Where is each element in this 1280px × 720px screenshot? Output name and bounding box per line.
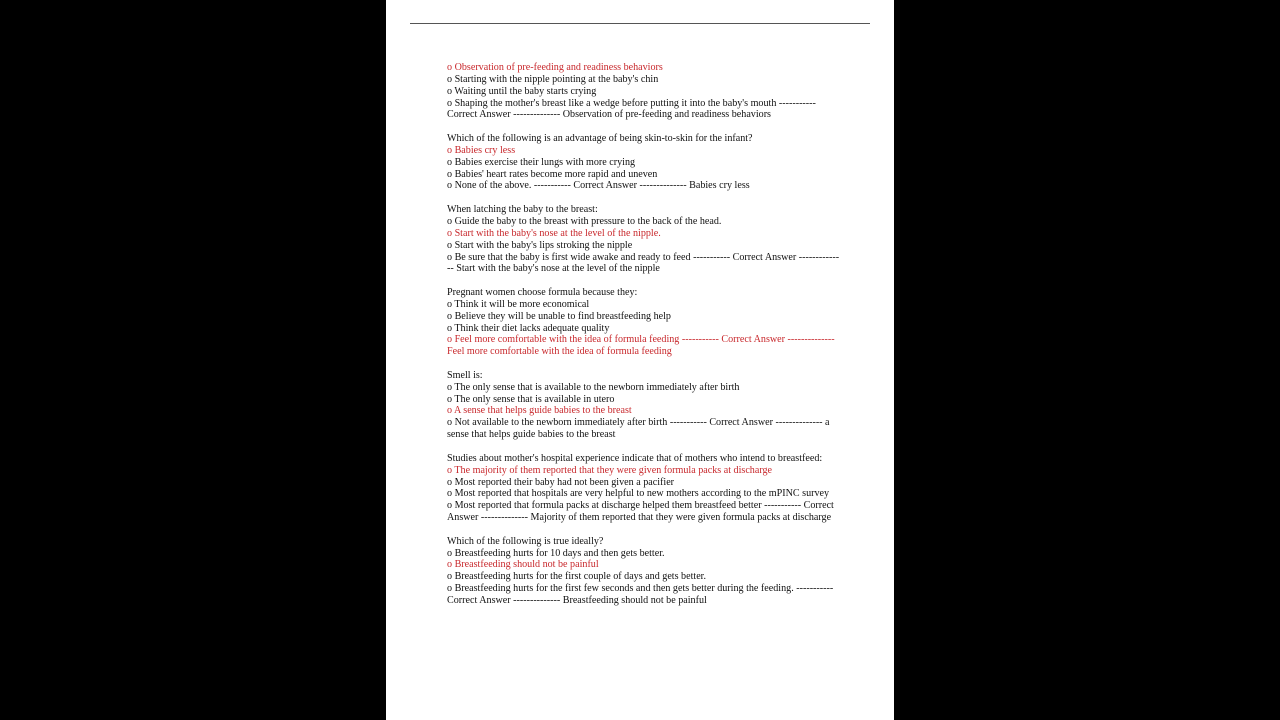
correct-answer-line: o Feel more comfortable with the idea of formula feeding ----------- Correct Answer -------------- — [447, 334, 835, 346]
question-line: o None of the above. ----------- Correct Answer -------------- Babies cry less — [447, 180, 750, 192]
question-line: o Babies' heart rates become more rapid and uneven — [447, 168, 658, 180]
question-line: o Be sure that the baby is first wide awake and ready to feed ----------- Correct Answer ------------ — [447, 251, 840, 263]
question-block — [447, 133, 847, 192]
question-line: Smell is: — [447, 369, 483, 381]
question-line: o Think their diet lacks adequate quality — [447, 322, 610, 334]
question-line: o Breastfeeding hurts for the first couple of days and gets better. — [447, 571, 706, 583]
question-block — [447, 62, 847, 121]
question-line: o Guide the baby to the breast with pressure to the back of the head. — [447, 215, 722, 227]
correct-answer-line: Feel more comfortable with the idea of formula feeding — [447, 346, 672, 358]
question-line: o Babies exercise their lungs with more crying — [447, 156, 636, 168]
question-line: o Most reported that hospitals are very helpful to new mothers according to the mPINC survey — [447, 488, 830, 500]
question-line: o The only sense that is available to the newborn immediately after birth — [447, 381, 740, 393]
question-line: sense that helps guide babies to the breast — [447, 429, 616, 441]
question-line: o Start with the baby's lips stroking the nipple — [447, 239, 633, 251]
question-line: o Most reported that formula packs at discharge helped them breastfeed better ----------- Correct — [447, 500, 834, 512]
correct-answer-line: o Breastfeeding should not be painful — [447, 559, 599, 571]
correct-answer-line: o The majority of them reported that they were given formula packs at discharge — [447, 464, 773, 476]
question-line: When latching the baby to the breast: — [447, 204, 598, 216]
question-line: o Starting with the nipple pointing at the baby's chin — [447, 73, 659, 85]
question-line: Which of the following is true ideally? — [447, 535, 604, 547]
question-line: o Not available to the newborn immediately after birth ----------- Correct Answer -------------- a — [447, 417, 830, 429]
correct-answer-line: o Observation of pre-feeding and readiness behaviors — [447, 62, 663, 73]
question-line: o Think it will be more economical — [447, 298, 590, 310]
question-line: o Shaping the mother's breast like a wedge before putting it into the baby's mouth ----------- — [447, 97, 816, 109]
question-line: o The only sense that is available in utero — [447, 393, 615, 405]
question-line: Answer -------------- Majority of them reported that they were given formula packs at discharge — [447, 512, 832, 524]
question-line: Which of the following is an advantage of being skin-to-skin for the infant? — [447, 133, 753, 145]
document-content — [447, 62, 847, 619]
question-line: o Believe they will be unable to find breastfeeding help — [447, 310, 671, 322]
question-line: o Breastfeeding hurts for the first few seconds and then gets better during the feeding. ----------- — [447, 583, 834, 595]
question-block — [447, 453, 847, 524]
question-block — [447, 370, 847, 441]
question-line: o Breastfeeding hurts for 10 days and then gets better. — [447, 547, 665, 559]
question-line: o Waiting until the baby starts crying — [447, 85, 597, 97]
question-line: o Most reported their baby had not been given a pacifier — [447, 476, 675, 488]
header-rule — [410, 23, 870, 24]
correct-answer-line: o A sense that helps guide babies to the breast — [447, 405, 632, 417]
question-line: -- Start with the baby's nose at the level of the nipple — [447, 263, 660, 275]
question-line: Correct Answer -------------- Breastfeeding should not be painful — [447, 594, 707, 606]
question-block — [447, 536, 847, 607]
question-line: Pregnant women choose formula because they: — [447, 287, 638, 299]
question-block — [447, 204, 847, 275]
correct-answer-line: o Start with the baby's nose at the level of the nipple. — [447, 227, 661, 239]
correct-answer-line: o Babies cry less — [447, 144, 516, 156]
question-line: Correct Answer -------------- Observation of pre-feeding and readiness behaviors — [447, 109, 771, 121]
question-block — [447, 287, 847, 358]
document-page — [386, 0, 894, 720]
question-line: Studies about mother's hospital experience indicate that of mothers who intend to breastfeed: — [447, 452, 823, 464]
